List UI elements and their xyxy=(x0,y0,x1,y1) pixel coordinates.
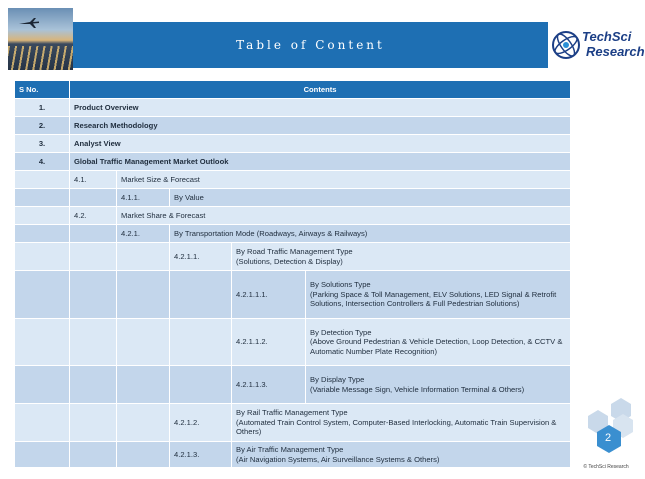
copyright-text: © TechSci Research xyxy=(583,464,629,470)
toc-text: By Transportation Mode (Roadways, Airways & Railways) xyxy=(170,225,571,243)
hexagon-decoration-icon xyxy=(580,398,638,464)
empty-cell xyxy=(70,442,117,468)
toc-text: By Solutions Type (Parking Space & Toll Management, ELV Solutions, LED Signal & Retrofit Solutions, Intersection Controllers & Full Pedestrian Solutions) xyxy=(306,271,571,319)
empty-cell xyxy=(117,366,170,404)
toc-row xyxy=(15,243,571,271)
toc-row xyxy=(15,207,571,225)
empty-cell xyxy=(170,366,232,404)
toc-num: 4.2.1.1. xyxy=(170,243,232,271)
toc-row xyxy=(15,117,571,135)
toc-num: 4. xyxy=(15,153,70,171)
empty-cell xyxy=(15,442,70,468)
toc-num: 1. xyxy=(15,99,70,117)
toc-text: By Display Type (Variable Message Sign, Vehicle Information Terminal & Others) xyxy=(306,366,571,404)
empty-cell xyxy=(15,207,70,225)
empty-cell xyxy=(15,243,70,271)
toc-num: 3. xyxy=(15,135,70,153)
empty-cell xyxy=(70,404,117,442)
page-title: Table of Content xyxy=(236,38,385,52)
toc-row xyxy=(15,271,571,319)
empty-cell xyxy=(15,171,70,189)
toc-text: By Detection Type (Above Ground Pedestrian & Vehicle Detection, Loop Detection, & CCTV & Automatic Number Plate Recognition) xyxy=(306,319,571,366)
empty-cell xyxy=(15,366,70,404)
empty-cell xyxy=(170,319,232,366)
toc-text: By Value xyxy=(170,189,571,207)
toc-num: 4.2. xyxy=(70,207,117,225)
toc-text: By Air Traffic Management Type (Air Navigation Systems, Air Surveillance Systems & Others) xyxy=(232,442,571,468)
toc-text: Product Overview xyxy=(70,99,571,117)
toc-row xyxy=(15,189,571,207)
toc-row xyxy=(15,171,571,189)
empty-cell xyxy=(117,271,170,319)
toc-row xyxy=(15,225,571,243)
page-number: 2 xyxy=(604,432,612,444)
empty-cell xyxy=(15,225,70,243)
logo-text-research: Research xyxy=(586,44,645,59)
runway-lights xyxy=(8,46,73,70)
toc-row xyxy=(15,442,571,468)
empty-cell xyxy=(70,319,117,366)
empty-cell xyxy=(117,404,170,442)
toc-row xyxy=(15,404,571,442)
empty-cell xyxy=(170,271,232,319)
empty-cell xyxy=(117,442,170,468)
airport-photo xyxy=(8,8,73,70)
toc-table xyxy=(14,80,571,468)
toc-num: 4.2.1. xyxy=(117,225,170,243)
toc-num: 2. xyxy=(15,117,70,135)
toc-row xyxy=(15,99,571,117)
toc-num: 4.2.1.1.2. xyxy=(232,319,306,366)
empty-cell xyxy=(117,243,170,271)
empty-cell xyxy=(70,366,117,404)
toc-num: 4.1.1. xyxy=(117,189,170,207)
toc-row xyxy=(15,135,571,153)
empty-cell xyxy=(15,189,70,207)
empty-cell xyxy=(70,189,117,207)
empty-cell xyxy=(70,225,117,243)
toc-text: By Rail Traffic Management Type (Automated Train Control System, Computer-Based Interlocking, Automatic Train Supervision & Others) xyxy=(232,404,571,442)
airplane-icon xyxy=(18,18,40,28)
toc-num: 4.2.1.2. xyxy=(170,404,232,442)
empty-cell xyxy=(15,271,70,319)
toc-row xyxy=(15,153,571,171)
col-header-contents: Contents xyxy=(70,81,571,99)
toc-num: 4.1. xyxy=(70,171,117,189)
logo-text-techsci: TechSci xyxy=(582,29,632,44)
slide-header xyxy=(0,0,645,70)
toc-text: Market Share & Forecast xyxy=(117,207,571,225)
toc-text: Research Methodology xyxy=(70,117,571,135)
empty-cell xyxy=(70,243,117,271)
toc-header-row xyxy=(15,81,571,99)
toc-row xyxy=(15,319,571,366)
empty-cell xyxy=(117,319,170,366)
empty-cell xyxy=(15,404,70,442)
toc-text: Market Size & Forecast xyxy=(117,171,571,189)
col-header-sno: S No. xyxy=(15,81,70,99)
toc-num: 4.2.1.1.3. xyxy=(232,366,306,404)
empty-cell xyxy=(70,271,117,319)
empty-cell xyxy=(15,319,70,366)
toc-text: Analyst View xyxy=(70,135,571,153)
toc-text: By Road Traffic Management Type (Solutions, Detection & Display) xyxy=(232,243,571,271)
toc-num: 4.2.1.1.1. xyxy=(232,271,306,319)
toc-num: 4.2.1.3. xyxy=(170,442,232,468)
toc-text: Global Traffic Management Market Outlook xyxy=(70,153,571,171)
toc-row xyxy=(15,366,571,404)
